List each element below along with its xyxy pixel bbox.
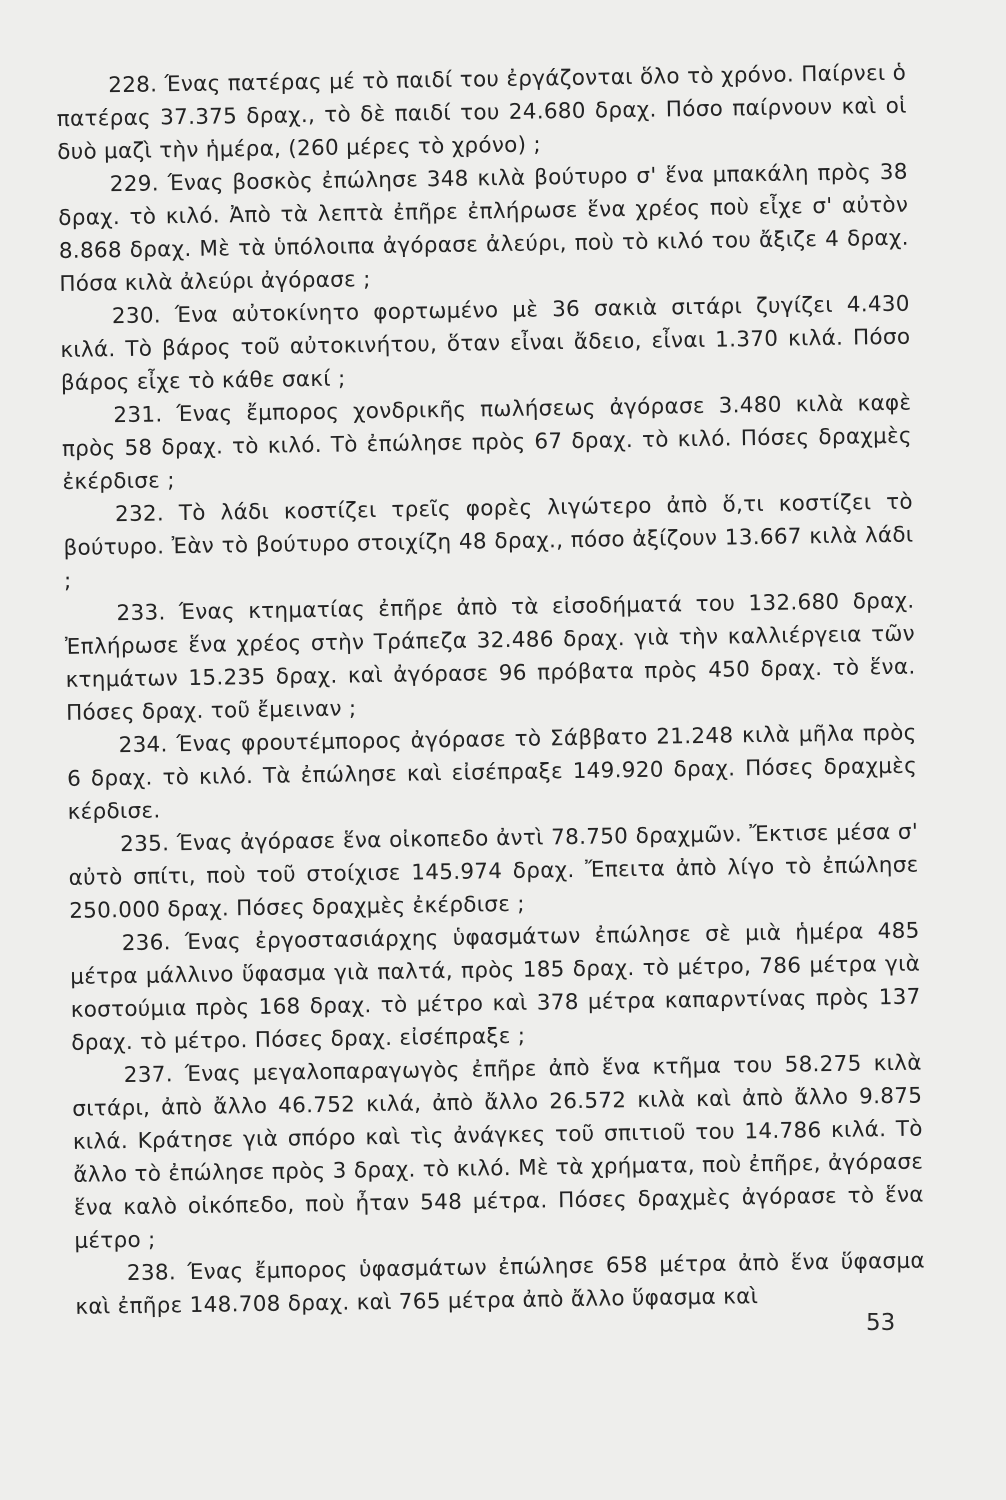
problem-number: 232.: [114, 501, 165, 528]
problem-text: Ένας κτηματίας ἐπῆρε ἀπὸ τὰ εἰσοδήματά του 132.680 δραχ. Ἐπλήρωσε ἕνα χρέος στὴν Τράπεζα 32.486 δραχ. γιὰ τὴν καλλιέργεια τῶν κτημάτων 15.235 δραχ. καὶ ἀγόρασε 96 πρόβατα πρὸς 450 δραχ. τὸ ἕνα. Πόσες δραχ. τοῦ ἔμειναν ;: [64, 588, 916, 726]
problem-229: [58, 156, 910, 301]
problem-number: 233.: [116, 600, 166, 627]
problem-number: 231.: [113, 402, 163, 429]
problem-232: [63, 486, 914, 598]
problem-text: Τὸ λάδι κοστίζει τρεῖς φορὲς λιγώτερο ἀπὸ ὅ,τι κοστίζει τὸ βούτυρο. Ἐὰν τὸ βούτυρο στοιχίζη 48 δραχ., πόσο ἀξίζουν 13.667 κιλὰ λάδι ;: [63, 489, 914, 594]
problem-number: 230.: [111, 303, 162, 330]
problem-234: [66, 717, 917, 829]
problem-number: 238.: [126, 1260, 177, 1287]
problem-228: [56, 57, 907, 169]
problem-number: 228.: [108, 72, 158, 99]
problem-text: Ένας ἔμπορος χονδρικῆς πωλήσεως ἀγόρασε 3.480 κιλὰ καφὲ πρὸς 58 δραχ. τὸ κιλό. Τὸ ἐπώλησε πρὸς 67 δραχ. τὸ κιλό. Πόσες δραχμὲς ἐκέρδισε ;: [61, 390, 913, 495]
page-body: [56, 57, 926, 1324]
problem-text: Ένας μεγαλοπαραγωγὸς ἐπῆρε ἀπὸ ἕνα κτῆμα του 58.275 κιλὰ σιτάρι, ἀπὸ ἄλλο 46.752 κιλά, ἀπὸ ἄλλο 26.572 κιλὰ καὶ ἀπὸ ἄλλο 9.875 κιλά. Κράτησε γιὰ σπόρο καὶ τὶς ἀνάγκες τοῦ σπιτιοῦ του 14.786 κιλά. Τὸ ἄλλο τὸ ἐπώλησε πρὸς 3 δραχ. τὸ κιλό. Μὲ τὰ χρήματα, ποὺ ἐπῆρε, ἀγόρασε ἕνα καλὸ οἰκόπεδο, ποὺ ἦταν 548 μέτρα. Πόσες δραχμὲς ἀγόρασε τὸ ἕνα μέτρο ;: [72, 1050, 924, 1254]
problem-text: Ένας φρουτέμπορος ἀγόρασε τὸ Σάββατο 21.248 κιλὰ μῆλα πρὸς 6 δραχ. τὸ κιλό. Τὰ ἐπώλησε καὶ εἰσέπραξε 149.920 δραχ. Πόσες δραχμὲς κέρδισε.: [66, 720, 918, 825]
problem-233: [64, 585, 916, 730]
problem-text: Ένα αὐτοκίνητο φορτωμένο μὲ 36 σακιὰ σιτάρι ζυγίζει 4.430 κιλά. Τὸ βάρος τοῦ αὐτοκινήτου, ὅταν εἶναι ἄδειο, εἶναι 1.370 κιλά. Πόσο βάρος εἶχε τὸ κάθε σακί ;: [60, 291, 911, 396]
problem-text: Ένας βοσκὸς ἐπώλησε 348 κιλὰ βούτυρο σ' ἕνα μπακάλη πρὸς 38 δραχ. τὸ κιλό. Ἀπὸ τὰ λεπτὰ ἐπῆρε ἐπλήρωσε ἕνα χρέος ποὺ εἶχε σ' αὐτὸν 8.868 δραχ. Μὲ τὰ ὑπόλοιπα ἀγόρασε ἀλεύρι, ποὺ τὸ κιλό του ἄξιζε 4 δραχ. Πόσα κιλὰ ἀλεύρι ἀγόρασε ;: [58, 159, 909, 297]
problem-number: 236.: [121, 930, 171, 957]
problem-text: Ένας πατέρας μέ τὸ παιδί του ἐργάζονται ὅλο τὸ χρόνο. Παίρνει ὁ πατέρας 37.375 δραχ., τὸ δὲ παιδί του 24.680 δραχ. Πόσο παίρνουν καὶ οἱ δυὸ μαζὶ τὴν ἡμέρα, (260 μέρες τὸ χρόνο) ;: [56, 60, 907, 165]
problem-number: 235.: [119, 831, 170, 858]
problem-text: Ένας ἀγόρασε ἕνα οἰκοπεδο ἀντὶ 78.750 δραχμῶν. Ἔκτισε μέσα σ' αὐτὸ σπίτι, ποὺ τοῦ στοίχισε 145.974 δραχ. Ἔπειτα ἀπὸ λίγο τὸ ἐπώλησε 250.000 δραχ. Πόσες δραχμὲς ἐκέρδισε ;: [68, 819, 919, 924]
problem-number: 237.: [123, 1062, 174, 1089]
problem-text: Ένας ἔμπορος ὑφασμάτων ἐπώλησε 658 μέτρα ἀπὸ ἕνα ὕφασμα καὶ ἐπῆρε 148.708 δραχ. καὶ 765 μέτρα ἀπὸ ἄλλο ὕφασμα καὶ: [75, 1248, 926, 1320]
problem-230: [60, 288, 911, 400]
problem-text: Ένας ἐργοστασιάρχης ὑφασμάτων ἐπώλησε σὲ μιὰ ἡμέρα 485 μέτρα μάλλινο ὕφασμα γιὰ παλτά, πρὸς 185 δραχ. τὸ μέτρο, 786 μέτρα γιὰ κοστούμια πρὸς 168 δραχ. τὸ μέτρο καὶ 378 μέτρα καπαρντίνας πρὸς 137 δραχ. τὸ μέτρο. Πόσες δραχ. εἰσέπραξε ;: [70, 918, 921, 1056]
problem-237: [72, 1047, 925, 1258]
page-number: 53: [866, 1310, 896, 1336]
problem-235: [68, 816, 919, 928]
problem-231: [61, 387, 912, 499]
problem-number: 229.: [109, 171, 160, 198]
problem-236: [69, 915, 921, 1060]
problem-238: [75, 1245, 926, 1324]
problem-number: 234.: [118, 732, 168, 759]
